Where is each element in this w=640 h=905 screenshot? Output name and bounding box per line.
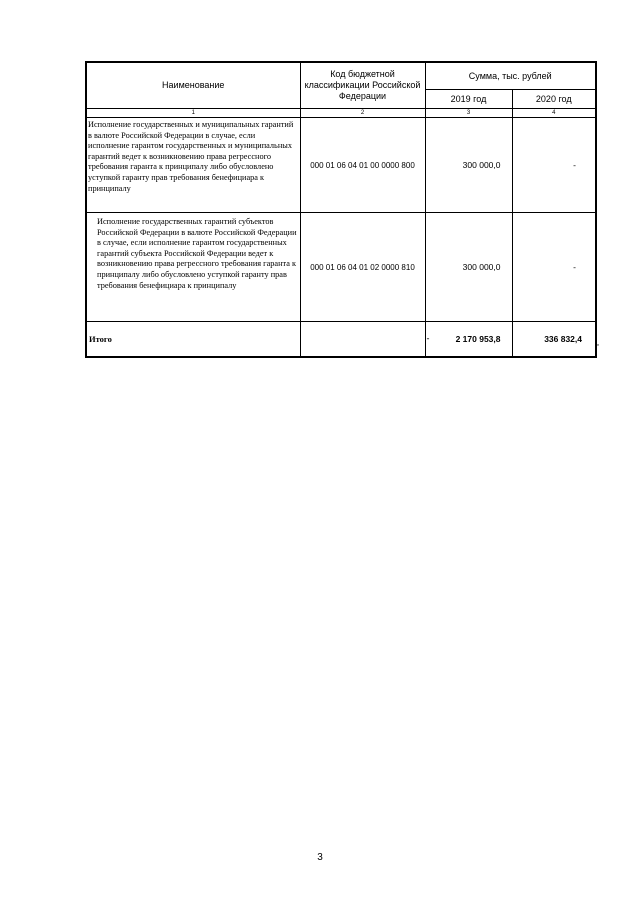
total-code	[300, 322, 425, 358]
column-number: 3	[425, 109, 512, 118]
header-sum: Сумма, тыс. рублей	[425, 62, 596, 90]
row-name: Исполнение государственных и муниципальных гарантий в валюте Российской Федерации в случае, если исполнение гарантом государственных и муниципальных гарантий ведет к возникновению права регрессного требования гаранта к принципалу либо обусловлено уступкой гаранту прав требования бенефициара к принципалу	[86, 118, 300, 213]
header-row	[86, 62, 596, 90]
row-value-2020: -	[512, 118, 596, 213]
column-numbers-row	[86, 109, 596, 118]
row-value-2019: 300 000,0	[425, 213, 512, 322]
budget-table	[85, 61, 597, 358]
table-row	[86, 213, 596, 322]
page-number: 3	[317, 852, 323, 863]
total-value-2019	[425, 322, 512, 358]
stray-mark: *	[597, 344, 599, 350]
row-value-2019: 300 000,0	[425, 118, 512, 213]
header-year-2019: 2019 год	[425, 90, 512, 109]
total-value-2020: 336 832,4	[512, 322, 596, 358]
header-code: Код бюджетной классификации Российской Федерации	[300, 62, 425, 109]
row-code: 000 01 06 04 01 02 0000 810	[300, 213, 425, 322]
total-value-2019-text: 2 170 953,8	[455, 334, 501, 344]
header-name: Наименование	[86, 62, 300, 109]
row-name: Исполнение государственных гарантий субъектов Российской Федерации в валюте Российской Федерации в случае, если исполнение гарантом государственных гарантий субъекта Российской Федерации ведет к возникновению права регрессного требования гаранта к принципалу либо обусловлено уступкой гаранту прав требования бенефициара к принципалу	[86, 213, 300, 322]
row-code: 000 01 06 04 01 00 0000 800	[300, 118, 425, 213]
column-number: 4	[512, 109, 596, 118]
table-row	[86, 118, 596, 213]
row-value-2020: -	[512, 213, 596, 322]
column-number: 2	[300, 109, 425, 118]
header-year-2020: 2020 год	[512, 90, 596, 109]
total-row	[86, 322, 596, 358]
column-number: 1	[86, 109, 300, 118]
total-label: Итого	[86, 322, 300, 358]
total-dash: -	[426, 333, 430, 344]
